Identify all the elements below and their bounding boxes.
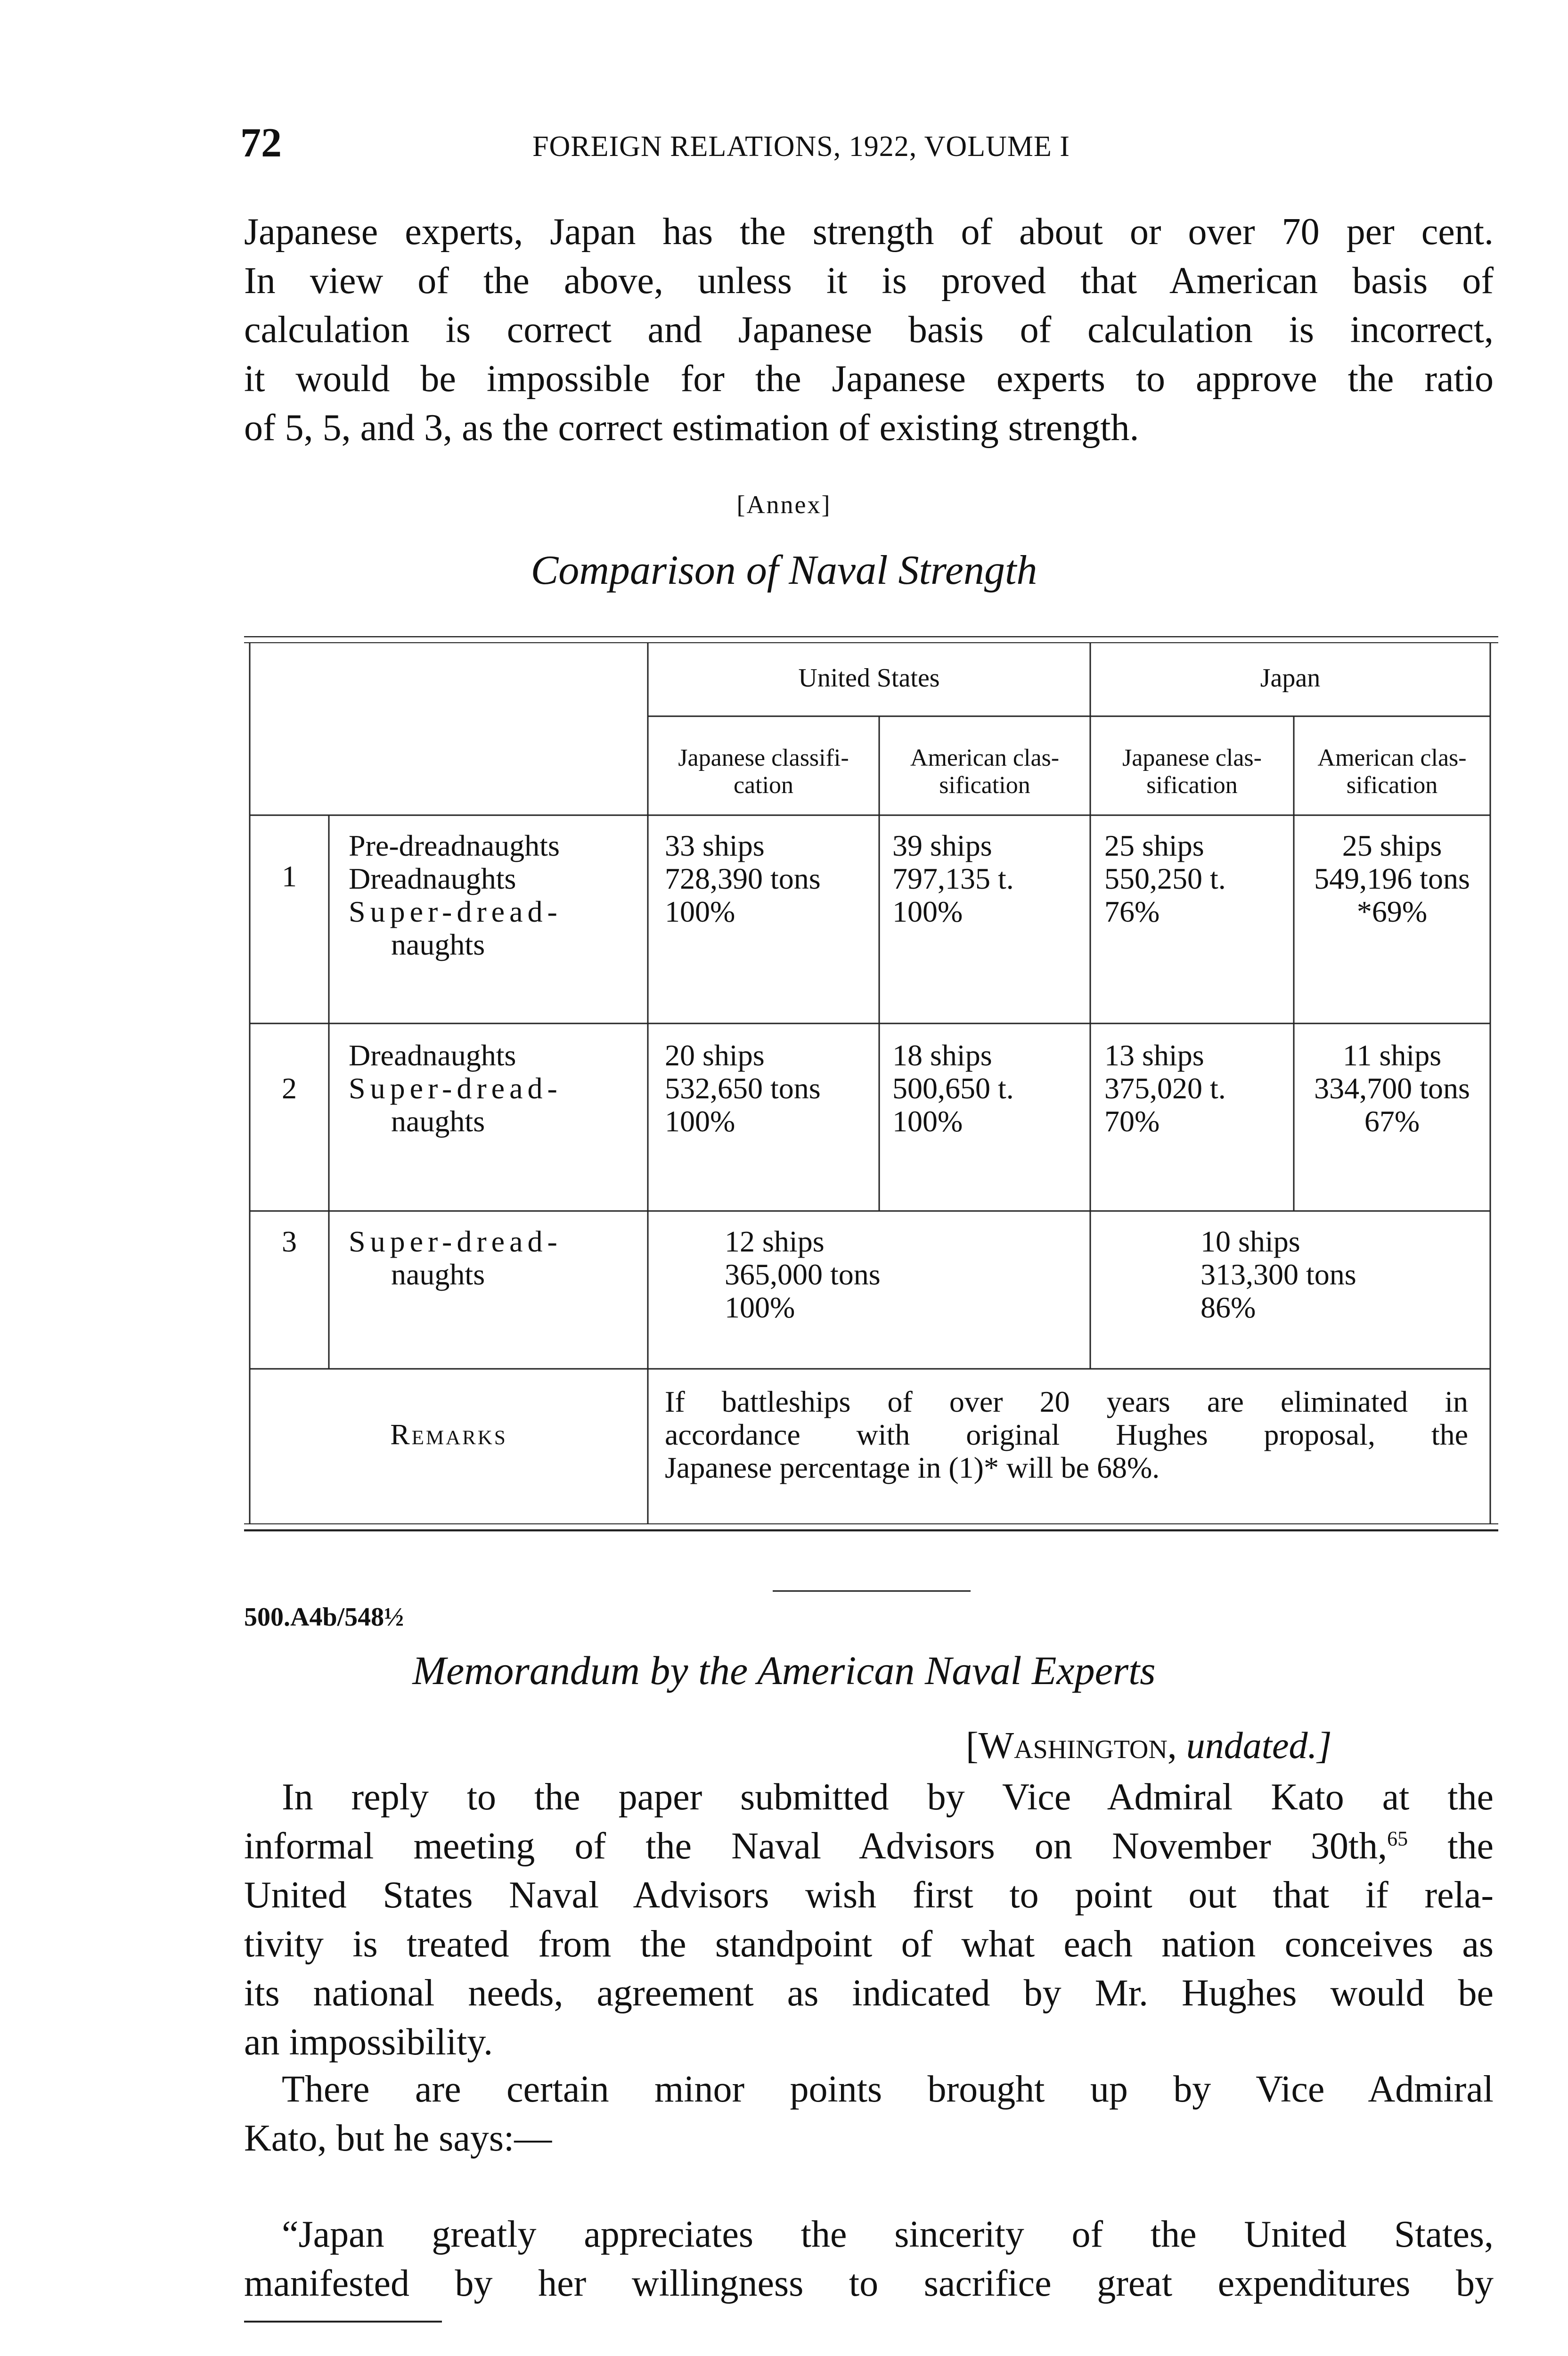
file-number: 500.A4b/548½ <box>244 1603 404 1632</box>
cell-line: 70% <box>1104 1104 1160 1138</box>
table-title: Comparison of Naval Strength <box>531 548 1037 593</box>
text-line <box>244 1822 1494 1871</box>
text-line: In view of the above, unless it is proved that American basis of <box>244 260 1494 302</box>
header-us-american-classification: American clas- sification <box>910 744 1060 799</box>
text-line: of 5, 5, and 3, as the correct estimation of existing strength. <box>244 407 1139 449</box>
cell-line: 797,135 t. <box>892 862 1014 895</box>
cell-line: 25 ships <box>1104 829 1204 862</box>
header-us-japanese-classification: Japanese classifi- cation <box>678 744 849 799</box>
dateline <box>966 1725 1332 1767</box>
cell-line: 18 ships <box>892 1039 992 1072</box>
text-line: In reply to the paper submitted by Vice Admiral Kato at the <box>282 1776 1494 1818</box>
ship-type-line: Super-dread- <box>349 1072 562 1105</box>
cell-line: 549,196 tons <box>1314 862 1470 895</box>
cell-line: 500,650 t. <box>892 1072 1014 1105</box>
row-number: 3 <box>282 1225 297 1258</box>
ship-type-line: Dreadnaughts <box>349 1039 516 1072</box>
cell-line: 13 ships <box>1104 1039 1204 1072</box>
text-segment: informal meeting of the Naval Advisors on November 30th, <box>244 1825 1388 1867</box>
remarks-label: Remarks <box>390 1419 507 1451</box>
data-cell <box>725 1225 1007 1324</box>
footnote-rule <box>244 2321 442 2323</box>
text-line: United States Naval Advisors wish first to point out that if rela- <box>244 1874 1494 1916</box>
quoted-paragraph <box>244 2210 1494 2308</box>
cell-line: 20 ships <box>665 1039 765 1072</box>
ship-type-line: Pre-dreadnaughts <box>349 829 560 862</box>
ship-type-line: naughts <box>391 1258 485 1291</box>
section-rule <box>773 1590 971 1592</box>
data-cell <box>1104 1039 1293 1138</box>
paragraph-2 <box>244 1773 1494 2067</box>
cell-line: *69% <box>1356 895 1428 928</box>
cell-line: 334,700 tons <box>1314 1072 1470 1105</box>
text-segment: the <box>1408 1825 1494 1867</box>
memo-title: Memorandum by the American Naval Experts <box>412 1648 1156 1693</box>
cell-line: 313,300 tons <box>1200 1258 1356 1291</box>
text-line: tivity is treated from the standpoint of what each nation conceives as <box>244 1923 1494 1965</box>
cell-line: 100% <box>665 895 735 928</box>
running-head: FOREIGN RELATIONS, 1922, VOLUME I <box>532 131 1070 163</box>
text-line: “Japan greatly appreciates the sincerity of the United States, <box>282 2214 1494 2255</box>
data-cell <box>1104 829 1293 928</box>
cell-line: 375,020 t. <box>1104 1072 1226 1105</box>
cell-line: 39 ships <box>892 829 992 862</box>
data-cell <box>665 1039 877 1138</box>
text-line: Kato, but he says:— <box>244 2118 552 2159</box>
cell-line: 86% <box>1200 1291 1256 1324</box>
data-cell <box>1200 1225 1464 1324</box>
remarks-text <box>665 1385 1468 1484</box>
cell-line: 100% <box>665 1104 735 1138</box>
cell-line: 100% <box>892 895 963 928</box>
row-number: 1 <box>282 859 297 893</box>
ship-type-line: Super-dread- <box>349 1225 562 1258</box>
remarks-line: accordance with original Hughes proposal, the <box>665 1418 1468 1451</box>
dateline-date: undated.] <box>1186 1725 1332 1767</box>
data-cell <box>665 829 877 928</box>
ship-type-line: Super-dread- <box>349 895 562 928</box>
cell-line: 33 ships <box>665 829 765 862</box>
row-number: 2 <box>282 1072 297 1105</box>
footnote-reference[interactable]: 65 <box>1387 1827 1408 1850</box>
page-number: 72 <box>240 120 282 166</box>
text-line: There are certain minor points brought up by Vice Admiral <box>282 2069 1494 2110</box>
header-japan: Japan <box>1260 663 1321 693</box>
text-line: an impossibility. <box>244 2021 493 2063</box>
data-cell <box>1294 829 1490 928</box>
cell-line: 67% <box>1364 1104 1420 1138</box>
header-united-states: United States <box>798 663 940 693</box>
cell-line: 100% <box>892 1104 963 1138</box>
cell-line: 25 ships <box>1342 829 1442 862</box>
ship-type-cell <box>349 1225 641 1291</box>
cell-line: 365,000 tons <box>725 1258 881 1291</box>
data-cell <box>1294 1039 1490 1138</box>
remarks-line: Japanese percentage in (1)* will be 68%. <box>665 1451 1160 1484</box>
dateline-place: [Washington, <box>966 1725 1177 1767</box>
data-cell <box>892 829 1086 928</box>
cell-line: 550,250 t. <box>1104 862 1226 895</box>
cell-line: 11 ships <box>1342 1039 1442 1072</box>
header-japan-japanese-classification: Japanese clas- sification <box>1122 744 1262 799</box>
text-line: Japanese experts, Japan has the strength of about or over 70 per cent. <box>244 211 1494 253</box>
cell-line: 12 ships <box>725 1225 825 1258</box>
ship-type-cell <box>349 829 641 961</box>
cell-line: 532,650 tons <box>665 1072 821 1105</box>
text-line: its national needs, agreement as indicated by Mr. Hughes would be <box>244 1972 1494 2014</box>
annex-label: [Annex] <box>736 491 832 519</box>
naval-strength-table <box>244 636 1498 1531</box>
text-line: manifested by her willingness to sacrifice great expenditures by <box>244 2263 1494 2304</box>
cell-line: 728,390 tons <box>665 862 821 895</box>
paragraph-1 <box>244 207 1494 452</box>
header-japan-american-classification: American clas- sification <box>1317 744 1467 799</box>
ship-type-line: naughts <box>391 1104 485 1138</box>
ship-type-line: naughts <box>391 928 485 961</box>
cell-line: 10 ships <box>1200 1225 1300 1258</box>
ship-type-line: Dreadnaughts <box>349 862 516 895</box>
paragraph-3 <box>244 2065 1494 2163</box>
text-line: it would be impossible for the Japanese experts to approve the ratio <box>244 358 1494 400</box>
cell-line: 100% <box>725 1291 795 1324</box>
cell-line: 76% <box>1104 895 1160 928</box>
ship-type-cell <box>349 1039 641 1138</box>
remarks-line: If battleships of over 20 years are eliminated in <box>665 1385 1468 1418</box>
data-cell <box>892 1039 1086 1138</box>
text-line: calculation is correct and Japanese basis of calculation is incorrect, <box>244 309 1494 351</box>
